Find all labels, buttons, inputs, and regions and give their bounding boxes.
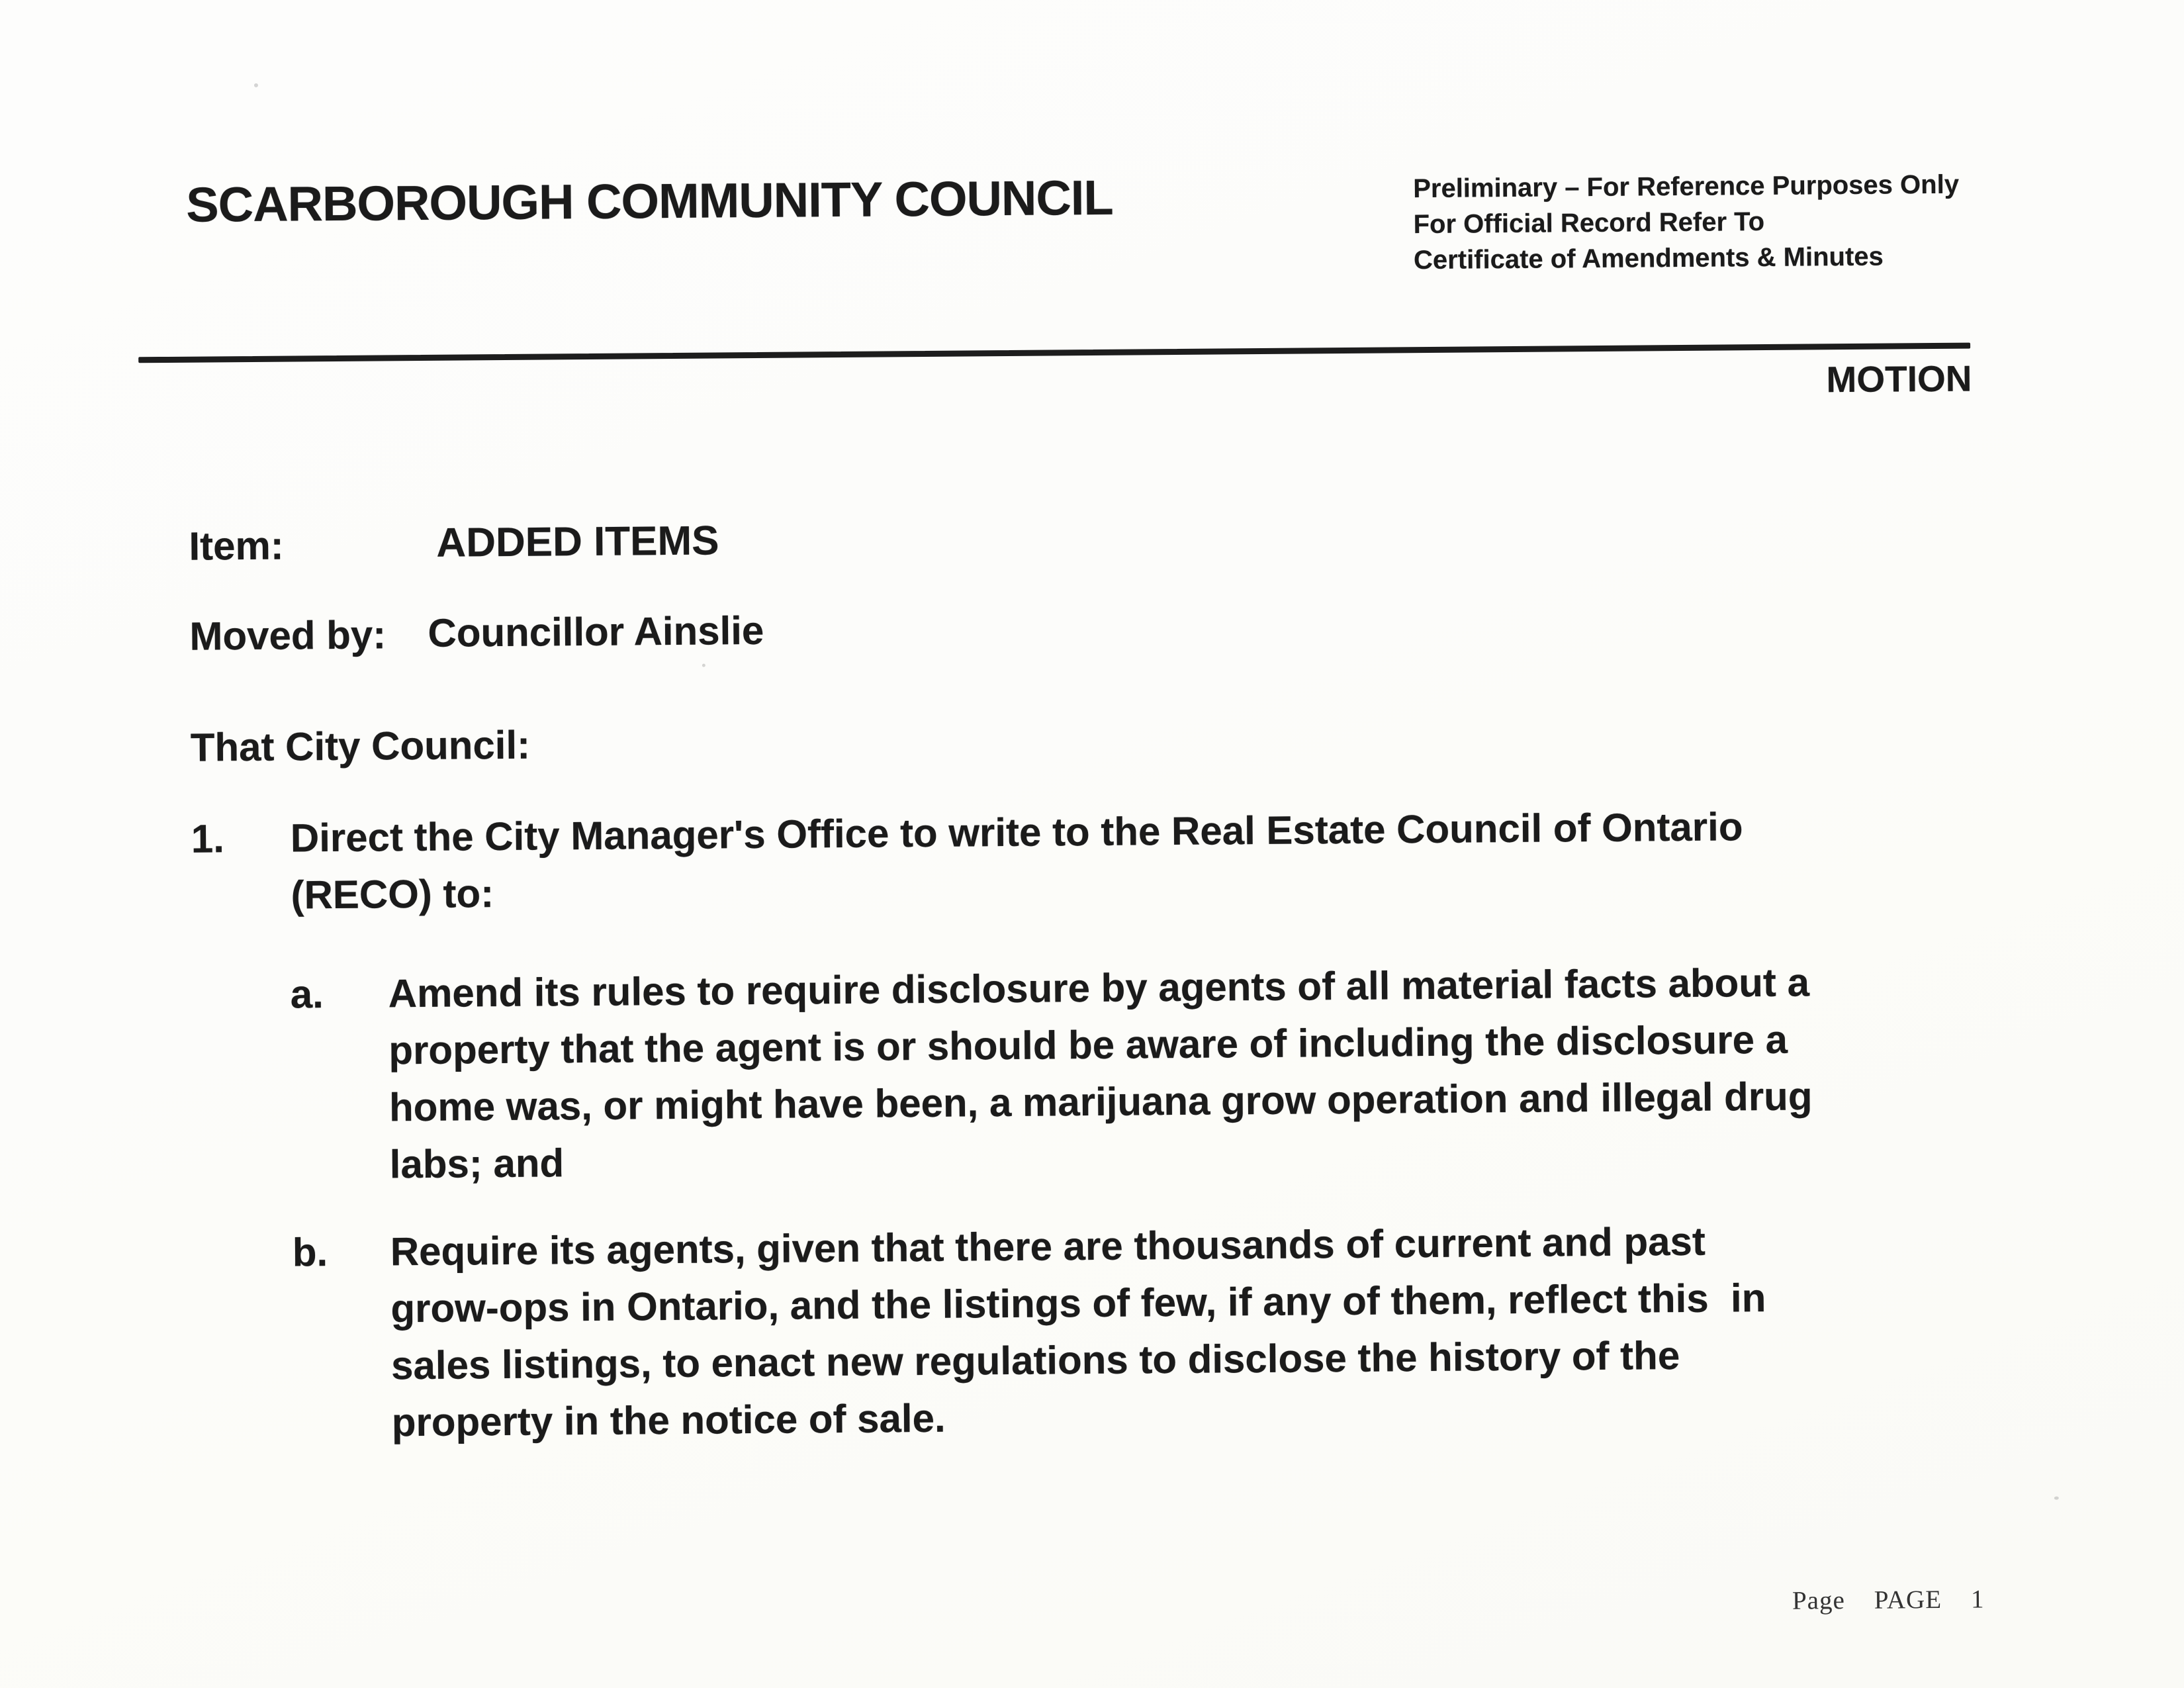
- scan-speckle: [2054, 1497, 2059, 1500]
- page-footer: [1792, 1584, 1985, 1615]
- reference-note-line-3: Certificate of Amendments & Minutes: [1413, 242, 1884, 275]
- moved-by-field-value: Councillor Ainslie: [428, 608, 764, 655]
- subitem-a-text: Amend its rules to require disclosure by agents of all material facts about a property that the agent is or should be aware of including the disclosure a home was, or might have been, a marijuana grow operation and illegal drug labs; and: [388, 960, 1813, 1187]
- item-field-value: ADDED ITEMS: [436, 518, 719, 566]
- page-title: SCARBOROUGH COMMUNITY COUNCIL: [186, 169, 1113, 232]
- subitem-a-letter: a.: [290, 972, 324, 1017]
- footer-page-field: PAGE: [1874, 1585, 1942, 1615]
- scan-speckle: [702, 664, 705, 667]
- scan-speckle: [254, 83, 258, 87]
- item-field-label: Item:: [189, 523, 285, 569]
- moved-by-field-label: Moved by:: [189, 612, 387, 659]
- footer-page-word: Page: [1792, 1586, 1845, 1615]
- reference-note-line-2: For Official Record Refer To: [1413, 207, 1765, 240]
- doc-type-label: MOTION: [1826, 357, 1972, 400]
- subitem-b-text: Require its agents, given that there are thousands of current and past grow-ops in Ontario, and the listings of few, if any of them, reflect this in sales listings, to enact new regulations to disclose the history of the property in the notice of sale.: [390, 1219, 1766, 1445]
- reference-note: [1413, 167, 1960, 278]
- subitem-b-letter: b.: [292, 1230, 328, 1275]
- motion-item-1-number: 1.: [191, 816, 225, 861]
- footer-page-number: 1: [1970, 1585, 1985, 1614]
- preamble-text: That City Council:: [190, 722, 531, 770]
- motion-item-1-text: Direct the City Manager's Office to write to the Real Estate Council of Ontario (RECO) to:: [290, 804, 1743, 917]
- reference-note-line-1: Preliminary – For Reference Purposes Only: [1413, 169, 1960, 204]
